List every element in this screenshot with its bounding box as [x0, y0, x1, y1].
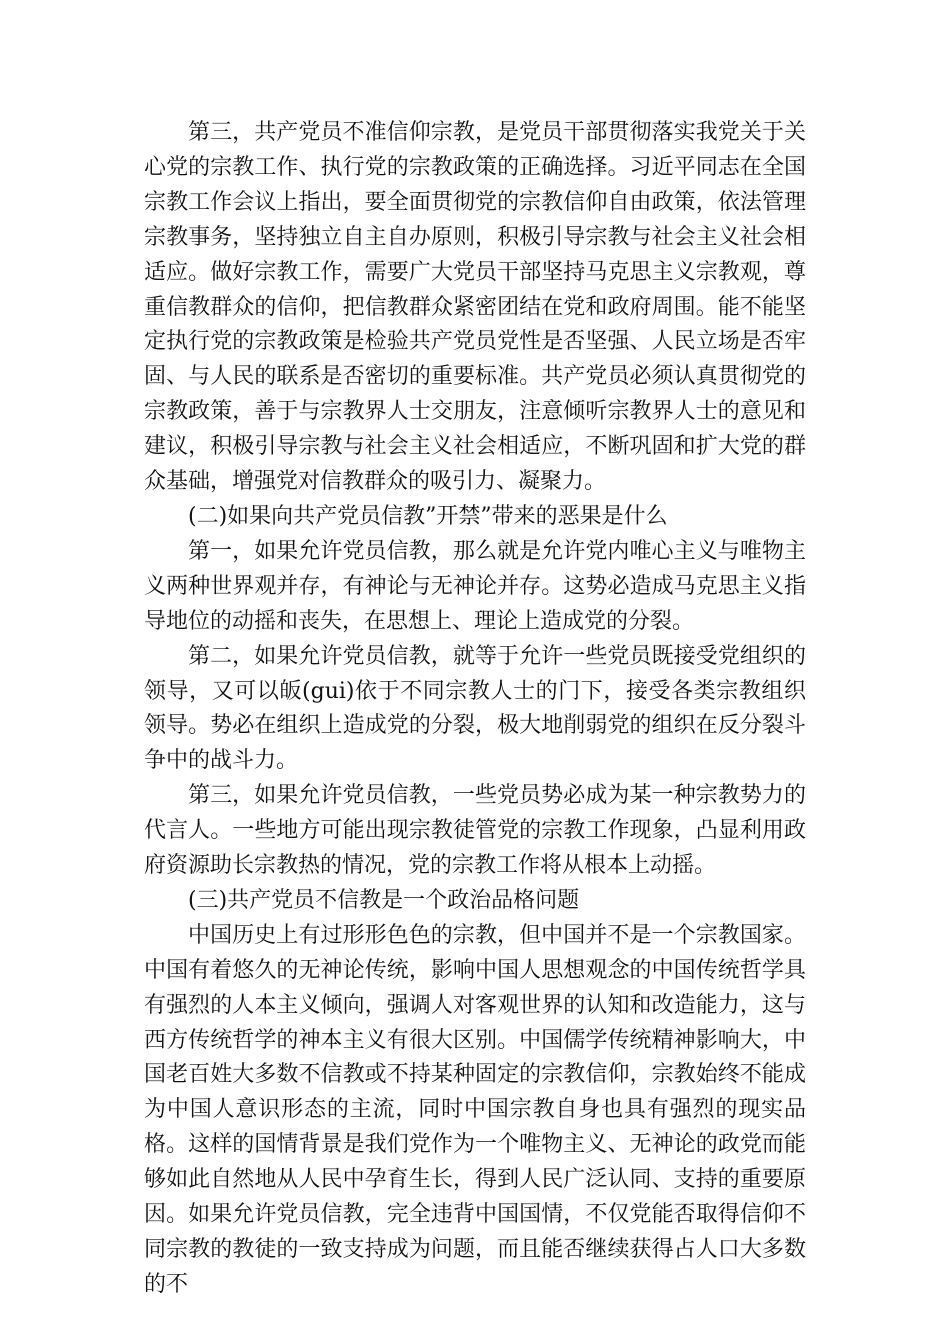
paragraph-third-consequence: 第三，如果允许党员信教，一些党员势必成为某一种宗教势力的代言人。一些地方可能出现宗教徒管党的宗教工作现象，凸显利用政府资源助长宗教热的情况，党的宗教工作将从根本上动摇。	[144, 783, 806, 879]
paragraph-second-consequence: 第二，如果允许党员信教，就等于允许一些党员既接受党组织的领导，又可以皈(gui)依于不同宗教人士的门下，接受各类宗教组织领导。势必在组织上造成党的分裂，极大地削弱党的组织在反分裂斗争中的战斗力。	[144, 643, 806, 774]
section-heading-consequences: (二)如果向共产党员信教”开禁”带来的恶果是什么	[188, 503, 668, 529]
paragraph-first-consequence: 第一，如果允许党员信教，那么就是允许党内唯心主义与唯物主义两种世界观并存，有神论与无神论并存。这势必造成马克思主义指导地位的动摇和丧失，在思想上、理论上造成党的分裂。	[144, 538, 806, 634]
paragraph-china-history: 中国历史上有过形形色色的宗教，但中国并不是一个宗教国家。中国有着悠久的无神论传统，影响中国人思想观念的中国传统哲学具有强烈的人本主义倾向，强调人对客观世界的认知和改造能力，这与西方传统哲学的神本主义有很大区别。中国儒学传统精神影响大，中国老百姓大多数不信教或不持某种固定的宗教信仰，宗教始终不能成为中国人意识形态的主流，同时中国宗教自身也具有强烈的现实品格。这样的国情背景是我们党作为一个唯物主义、无神论的政党而能够如此自然地从人民中孕育生长，得到人民广泛认同、支持的重要原因。如果允许党员信教，完全违背中国国情，不仅党能否取得信仰不同宗教的教徒的一致支持成为问题，而且能否继续获得占人口大多数的不	[144, 922, 806, 1297]
paragraph-third-point: 第三，共产党员不准信仰宗教，是党员干部贯彻落实我党关于关心党的宗教工作、执行党的宗教政策的正确选择。习近平同志在全国宗教工作会议上指出，要全面贯彻党的宗教信仰自由政策，依法管理宗教事务，坚持独立自主自办原则，积极引导宗教与社会主义社会相适应。做好宗教工作，需要广大党员干部坚持马克思主义宗教观，尊重信教群众的信仰，把信教群众紧密团结在党和政府周围。能不能坚定执行党的宗教政策是检验共产党员党性是否坚强、人民立场是否牢固、与人民的联系是否密切的重要标准。共产党员必须认真贯彻党的宗教政策，善于与宗教界人士交朋友，注意倾听宗教界人士的意见和建议，积极引导宗教与社会主义社会相适应，不断巩固和扩大党的群众基础，增强党对信教群众的吸引力、凝聚力。	[144, 120, 806, 495]
section-heading-political-character: (三)共产党员不信教是一个政治品格问题	[188, 887, 580, 913]
document-body	[144, 116, 806, 1303]
